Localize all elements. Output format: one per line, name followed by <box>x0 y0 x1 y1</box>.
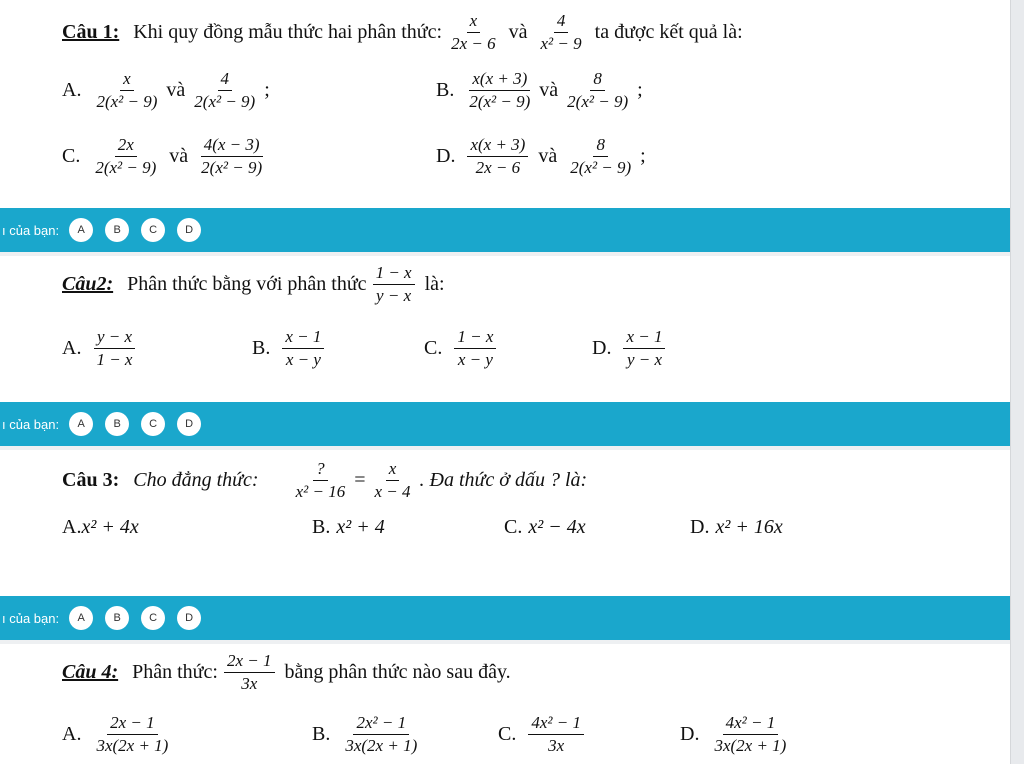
q3-f2-den: x − 4 <box>374 481 411 501</box>
q1-b-f2-num: 8 <box>590 70 605 91</box>
q3-choice-b[interactable]: B <box>105 606 129 630</box>
divider <box>0 640 1010 644</box>
q1-label: Câu 1: <box>62 20 120 43</box>
q3-choice-c[interactable]: C <box>141 606 165 630</box>
q3-b-expr: x² + 4 <box>336 516 385 538</box>
q4-option-d <box>680 714 795 755</box>
q2-a-num: y − x <box>94 328 135 349</box>
q4-f-den: 3x <box>241 673 258 693</box>
q1-option-c <box>62 136 271 177</box>
q2-b-frac <box>282 328 324 369</box>
q1-stem <box>62 12 747 53</box>
q2-c-num: 1 − x <box>454 328 496 349</box>
q1-choice-c[interactable]: C <box>141 218 165 242</box>
q2-option-c <box>424 328 502 369</box>
q2-a-den: 1 − x <box>96 349 133 369</box>
q1-c-f2-num: 4(x − 3) <box>201 136 263 157</box>
q2-answer-bar <box>0 402 1010 446</box>
q2-b-num: x − 1 <box>282 328 324 349</box>
q1-va: và <box>508 20 528 43</box>
q2-choice-d[interactable]: D <box>177 412 201 436</box>
q3-stem <box>62 460 587 501</box>
q4-a-num: 2x − 1 <box>107 714 158 735</box>
q1-a-f1-den: 2(x² − 9) <box>96 91 158 111</box>
q4-f-num: 2x − 1 <box>224 652 275 673</box>
q2-option-b <box>252 328 330 369</box>
q1-c-letter: C. <box>62 144 81 167</box>
q1-c-f2 <box>198 136 265 177</box>
q4-option-b <box>312 714 426 755</box>
q3-choice-a[interactable]: A <box>69 606 93 630</box>
q1-f1-den: 2x − 6 <box>451 33 496 53</box>
q1-answer-bar <box>0 208 1010 252</box>
q4-option-a <box>62 714 177 755</box>
q1-b-f1-num: x(x + 3) <box>469 70 530 91</box>
q3-b-letter: B. <box>312 516 331 538</box>
q3-a-letter: A. <box>62 516 82 538</box>
q1-d-f1 <box>467 136 528 177</box>
q1-choice-d[interactable]: D <box>177 218 201 242</box>
q4-d-frac <box>711 714 789 755</box>
q1-a-end: ; <box>264 78 270 101</box>
q4-d-num: 4x² − 1 <box>723 714 779 735</box>
q2-outro: là: <box>424 272 445 295</box>
answer-bar-label: ı của bạn: <box>2 610 60 626</box>
q4-c-den: 3x <box>548 735 565 755</box>
q2-intro: Phân thức bằng với phân thức <box>127 272 367 295</box>
q3-eq: = <box>354 468 366 491</box>
q2-choice-a[interactable]: A <box>69 412 93 436</box>
answer-bar-label: ı của bạn: <box>2 416 60 432</box>
divider <box>0 446 1010 450</box>
q1-fraction-2 <box>538 12 585 53</box>
q4-a-den: 3x(2x + 1) <box>96 735 169 755</box>
q3-f2-num: x <box>386 460 400 481</box>
q1-a-f2-num: 4 <box>218 70 233 91</box>
q2-fraction <box>373 264 415 305</box>
q2-choice-b[interactable]: B <box>105 412 129 436</box>
q4-stem <box>62 652 515 693</box>
q1-intro: Khi quy đồng mẫu thức hai phân thức: <box>133 20 443 43</box>
q4-b-frac <box>342 714 420 755</box>
q2-c-letter: C. <box>424 336 443 359</box>
q4-b-den: 3x(2x + 1) <box>345 735 418 755</box>
q3-label: Câu 3: <box>62 468 120 491</box>
q2-option-a <box>62 328 141 369</box>
q1-f2-num: 4 <box>554 12 569 33</box>
q4-intro: Phân thức: <box>132 660 218 683</box>
q1-d-letter: D. <box>436 144 456 167</box>
q4-fraction <box>224 652 275 693</box>
answer-bar-label: ı của bạn: <box>2 222 60 238</box>
q4-d-letter: D. <box>680 722 700 745</box>
q2-b-den: x − y <box>285 349 321 369</box>
divider <box>0 252 1010 256</box>
q4-d-den: 3x(2x + 1) <box>714 735 787 755</box>
q3-fraction-1 <box>293 460 349 501</box>
q1-b-f2 <box>564 70 631 111</box>
q1-a-f2 <box>191 70 258 111</box>
q1-a-va: và <box>166 78 186 101</box>
q3-c-letter: C. <box>504 516 523 538</box>
q2-c-frac <box>454 328 496 369</box>
q1-d-f1-den: 2x − 6 <box>475 157 521 177</box>
q3-option-a <box>62 516 139 539</box>
q1-f2-den: x² − 9 <box>540 33 582 53</box>
q1-d-f1-num: x(x + 3) <box>467 136 528 157</box>
q2-d-den: y − x <box>626 349 662 369</box>
q3-outro: . Đa thức ở dấu ? là: <box>419 468 588 491</box>
q1-d-f2-num: 8 <box>593 136 608 157</box>
q3-d-expr: x² + 16x <box>715 516 783 538</box>
q1-c-f1 <box>92 136 159 177</box>
q2-b-letter: B. <box>252 336 271 359</box>
q1-d-end: ; <box>640 144 646 167</box>
q1-b-end: ; <box>637 78 643 101</box>
q1-a-f2-den: 2(x² − 9) <box>194 91 256 111</box>
q4-a-letter: A. <box>62 722 82 745</box>
q2-choice-c[interactable]: C <box>141 412 165 436</box>
q2-d-frac <box>623 328 665 369</box>
q2-f-num: 1 − x <box>373 264 415 285</box>
q2-option-d <box>592 328 671 369</box>
q1-c-f1-num: 2x <box>115 136 137 157</box>
q1-c-f2-den: 2(x² − 9) <box>201 157 263 177</box>
q3-d-letter: D. <box>690 516 710 538</box>
q2-d-letter: D. <box>592 336 612 359</box>
q3-option-d <box>690 516 783 539</box>
q3-a-expr: x² + 4x <box>81 516 139 538</box>
q3-option-b <box>312 516 385 539</box>
q4-label: Câu 4: <box>62 660 119 683</box>
q2-label: Câu2: <box>62 272 114 295</box>
q1-b-va: và <box>539 78 559 101</box>
q1-a-f1-num: x <box>120 70 134 91</box>
q1-b-f1-den: 2(x² − 9) <box>469 91 531 111</box>
scrollbar-track[interactable] <box>1010 0 1024 764</box>
q1-f1-num: x <box>467 12 481 33</box>
q1-option-b <box>436 70 643 111</box>
q3-option-c <box>504 516 586 539</box>
q3-f1-den: x² − 16 <box>295 481 346 501</box>
q3-answer-bar <box>0 596 1010 640</box>
q4-outro: bằng phân thức nào sau đây. <box>284 660 511 683</box>
q3-intro: Cho đẳng thức: <box>133 468 259 491</box>
q1-outro: ta được kết quả là: <box>594 20 743 43</box>
q4-c-num: 4x² − 1 <box>528 714 584 735</box>
q2-stem <box>62 264 449 305</box>
q3-choice-d[interactable]: D <box>177 606 201 630</box>
q4-b-num: 2x² − 1 <box>353 714 409 735</box>
q1-c-va: và <box>169 144 189 167</box>
q1-b-f1 <box>466 70 533 111</box>
q1-choice-b[interactable]: B <box>105 218 129 242</box>
q4-c-letter: C. <box>498 722 517 745</box>
q1-c-f1-den: 2(x² − 9) <box>95 157 157 177</box>
q1-option-a <box>62 70 270 111</box>
q1-d-f2-den: 2(x² − 9) <box>570 157 632 177</box>
q3-f1-num: ? <box>313 460 328 481</box>
q4-option-c <box>498 714 590 755</box>
q3-c-expr: x² − 4x <box>528 516 586 538</box>
q1-d-va: và <box>538 144 558 167</box>
q2-a-frac <box>93 328 135 369</box>
q1-d-f2 <box>567 136 634 177</box>
q4-c-frac <box>528 714 584 755</box>
q4-a-frac <box>93 714 171 755</box>
q1-a-f1 <box>93 70 160 111</box>
q1-b-f2-den: 2(x² − 9) <box>567 91 629 111</box>
q2-f-den: y − x <box>376 285 412 305</box>
q2-c-den: x − y <box>457 349 493 369</box>
q3-fraction-2 <box>371 460 413 501</box>
q1-fraction-1 <box>448 12 499 53</box>
q4-b-letter: B. <box>312 722 331 745</box>
q1-a-letter: A. <box>62 78 82 101</box>
q2-d-num: x − 1 <box>623 328 665 349</box>
q1-option-d <box>436 136 646 177</box>
q2-a-letter: A. <box>62 336 82 359</box>
q1-b-letter: B. <box>436 78 455 101</box>
q1-choice-a[interactable]: A <box>69 218 93 242</box>
